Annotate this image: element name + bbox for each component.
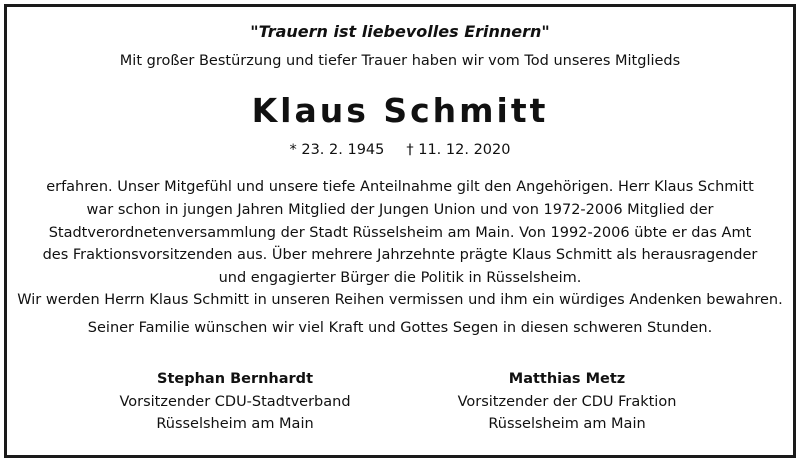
signatory-role: Vorsitzender CDU-Stadtverband: [119, 394, 351, 410]
body-line: erfahren. Unser Mitgefühl und unsere tiefe Anteilnahme gilt den Angehörigen. Herr Klaus Schmitt: [46, 179, 754, 195]
signatory-role: Vorsitzender der CDU Fraktion: [457, 394, 677, 410]
life-dates: [0, 140, 800, 160]
body-line: des Fraktionsvorsitzenden aus. Über mehrere Jahrzehnte prägte Klaus Schmitt als herausragender: [42, 247, 758, 264]
body-line: Stadtverordnetenversammlung der Stadt Rüsselsheim am Main. Von 1992-2006 übte er das Amt: [48, 224, 752, 241]
intro-text: Mit großer Bestürzung und tiefer Trauer haben wir vom Tod unseres Mitglieds: [119, 53, 681, 69]
closing-text: Wir werden Herrn Klaus Schmitt in unseren Reihen vermissen und ihm ein würdiges Andenken bewahren.: [17, 292, 783, 308]
signatory-block: [417, 369, 717, 435]
body-line: und engagierter Bürger die Politik in Rüsselsheim.: [218, 270, 582, 287]
signatory-block: [85, 369, 385, 435]
condolence-wishes: Seiner Familie wünschen wir viel Kraft und Gottes Segen in diesen schweren Stunden.: [87, 320, 713, 336]
signatory-name: Matthias Metz: [508, 371, 626, 387]
birth-date: * 23. 2. 1945: [289, 142, 385, 158]
signatory-name: Stephan Bernhardt: [157, 371, 313, 387]
obituary-paragraph: [20, 176, 780, 290]
signatory-place: Rüsselsheim am Main: [156, 416, 314, 432]
deceased-name: Klaus Schmitt: [251, 91, 549, 130]
body-line: war schon in jungen Jahren Mitglied der Jungen Union und von 1972-2006 Mitglied der: [86, 201, 714, 218]
death-date: † 11. 12. 2020: [406, 142, 511, 158]
signatory-place: Rüsselsheim am Main: [488, 416, 646, 432]
motto-quote: "Trauern ist liebevolles Erinnern": [250, 22, 550, 41]
